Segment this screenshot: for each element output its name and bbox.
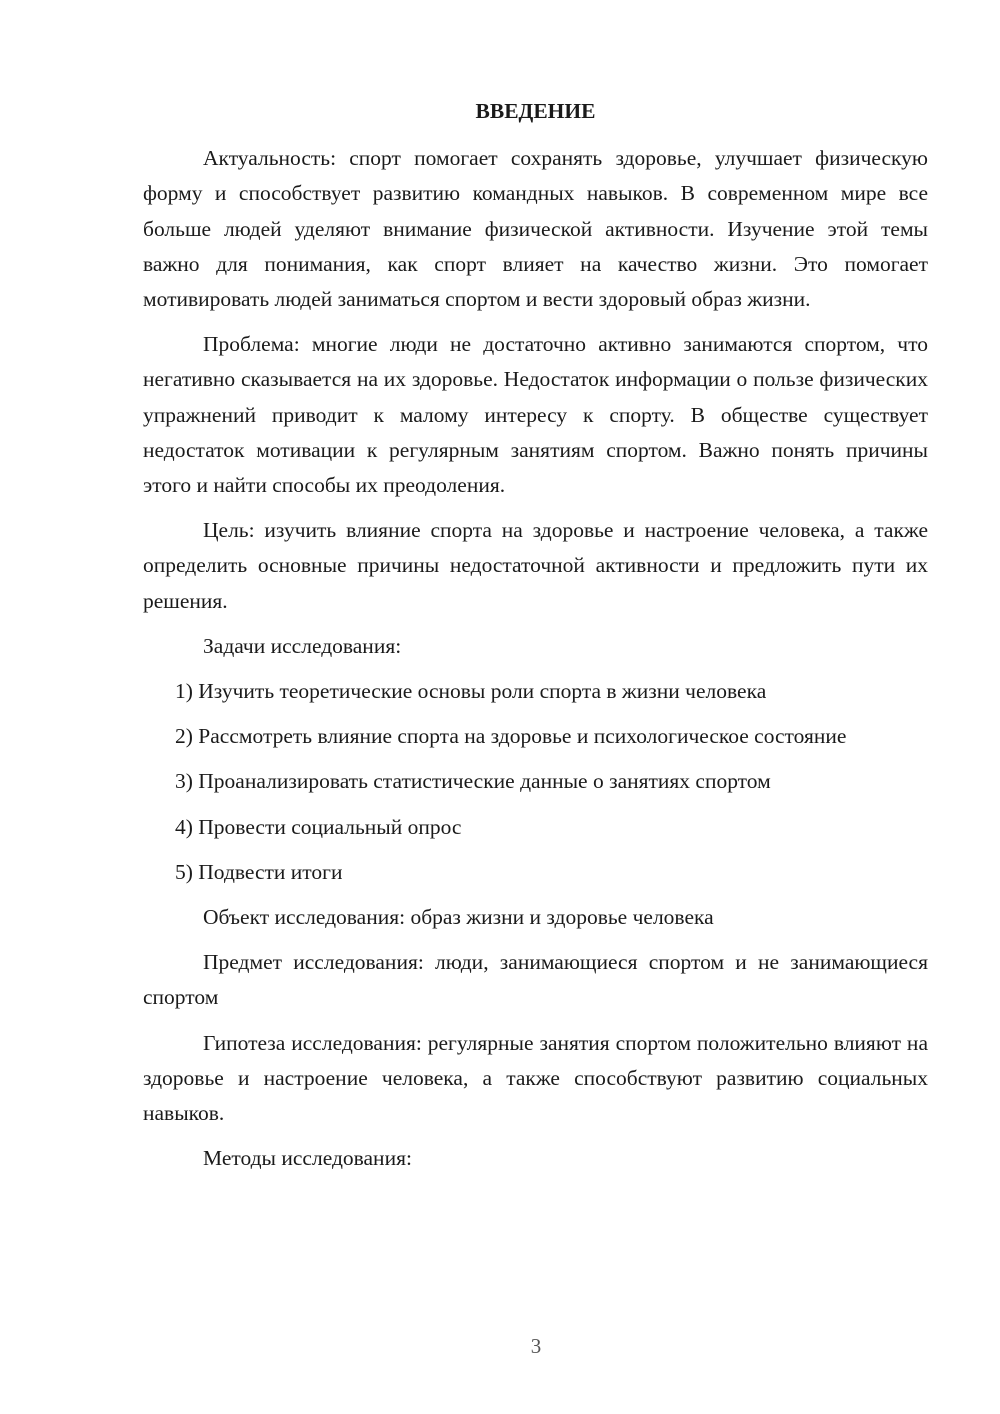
relevance-paragraph: Актуальность: спорт помогает сохранять здоровье, улучшает физическую форму и способствует развитию командных навыков. В современном мире все больше людей уделяют внимание физической активности. Изучение этой темы важно для понимания, как спорт влияет на качество жизни. Это помогает мотивировать людей заниматься спортом и вести здоровый образ жизни. [143,146,928,312]
subject-paragraph: Предмет исследования: люди, занимающиеся спортом и не занимающиеся спортом [143,950,928,1010]
task-item: 2) Рассмотреть влияние спорта на здоровье и психологическое состояние [175,724,847,749]
hypothesis-paragraph: Гипотеза исследования: регулярные занятия спортом положительно влияют на здоровье и настроение человека, а также способствуют развитию социальных навыков. [143,1030,928,1126]
goal-paragraph: Цель: изучить влияние спорта на здоровье и настроение человека, а также определить основные причины недостаточной активности и предложить пути их решения. [143,518,928,613]
page-number: 3 [530,1334,542,1358]
problem-paragraph: Проблема: многие люди не достаточно активно занимаются спортом, что негативно сказывается на их здоровье. Недостаток информации о пользе физических упражнений приводит к малому интересу к спорту. В обществе существует недостаток мотивации к регулярным занятиям спортом. Важно понять причины этого и найти способы их преодоления. [143,332,928,498]
task-item: 4) Провести социальный опрос [175,814,462,839]
document-page [143,94,928,1186]
task-item: 1) Изучить теоретические основы роли спорта в жизни человека [175,679,767,704]
section-title: ВВЕДЕНИЕ [475,99,596,123]
task-item: 5) Подвести итоги [175,859,343,884]
tasks-heading: Задачи исследования: [203,633,402,658]
object-paragraph: Объект исследования: образ жизни и здоровье человека [203,905,714,930]
task-item: 3) Проанализировать статистические данные о занятиях спортом [175,769,771,794]
methods-heading: Методы исследования: [203,1146,412,1171]
